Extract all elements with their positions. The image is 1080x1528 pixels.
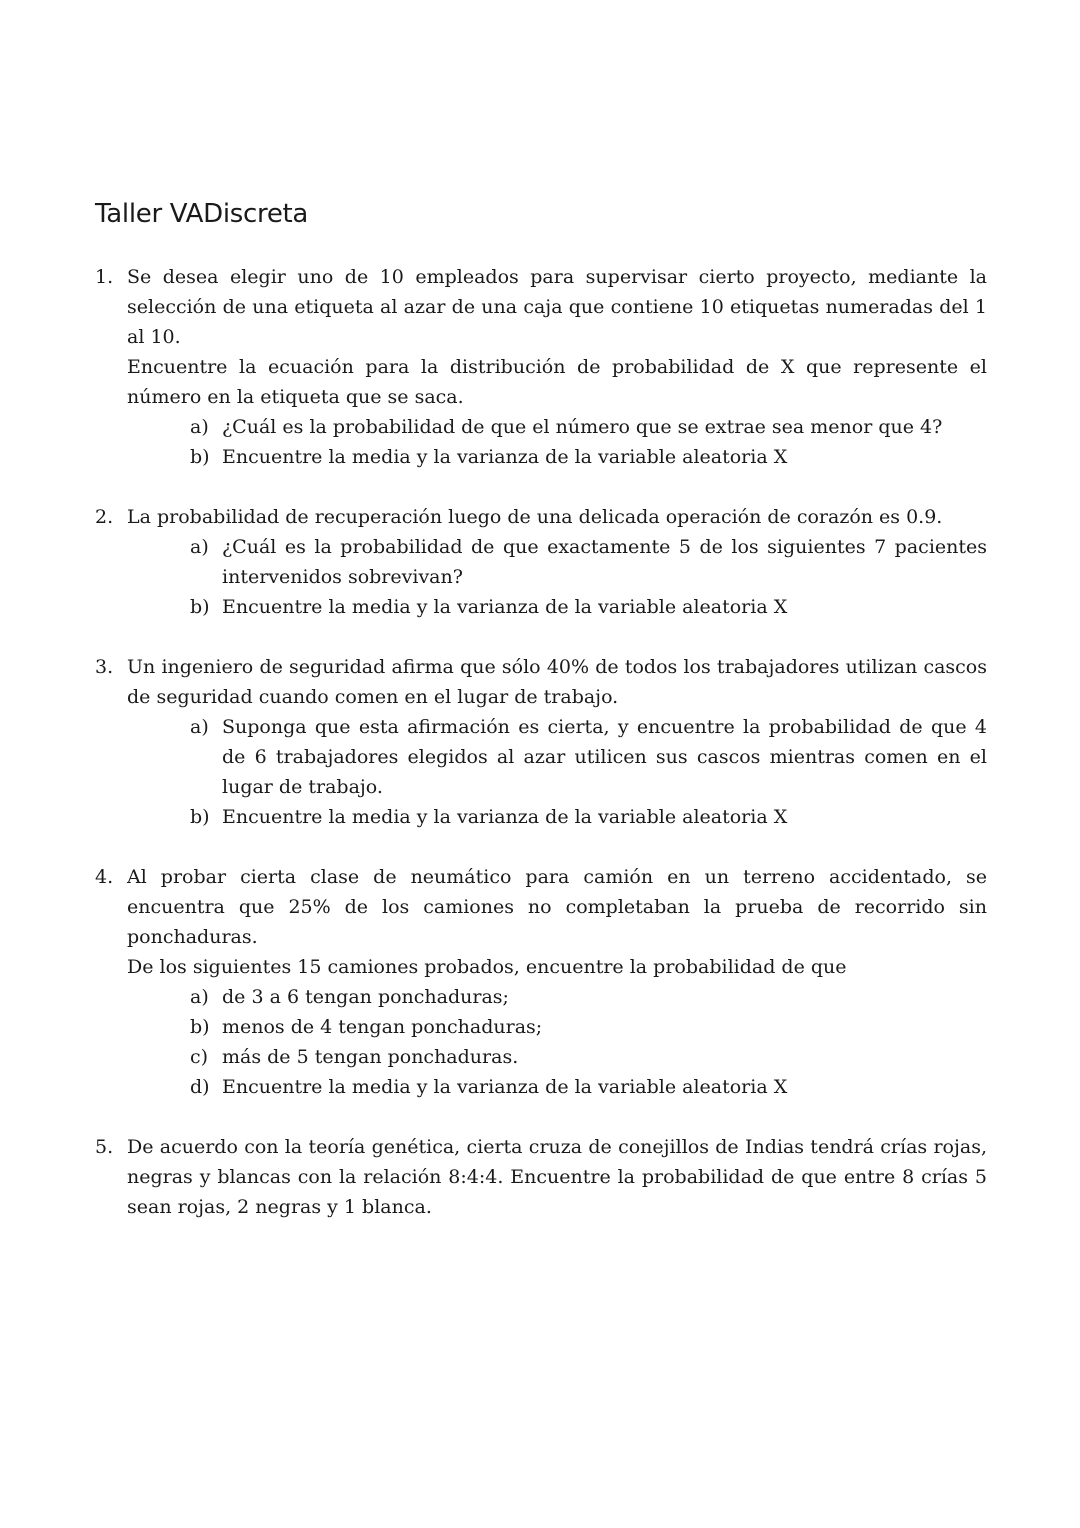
sub-question-text: ¿Cuál es la probabilidad de que el número que se extrae sea menor que 4? — [222, 416, 943, 438]
problem-item — [95, 262, 987, 472]
sub-question — [190, 412, 987, 442]
problem-number: 1. — [95, 266, 114, 288]
sub-question — [190, 802, 987, 832]
sub-question-label: c) — [190, 1046, 209, 1068]
sub-question-text: menos de 4 tengan ponchaduras; — [222, 1016, 543, 1038]
problem-item — [95, 652, 987, 832]
problem-item — [95, 1132, 987, 1222]
sub-question-label: a) — [190, 416, 209, 438]
problem-number: 5. — [95, 1136, 114, 1158]
problem-item — [95, 502, 987, 622]
sub-question — [190, 712, 987, 802]
sub-question-label: b) — [190, 1016, 210, 1038]
sub-question-text: ¿Cuál es la probabilidad de que exactamente 5 de los siguientes 7 pacientes intervenidos sobrevivan? — [222, 536, 987, 588]
problem-number: 4. — [95, 866, 114, 888]
problem-number: 3. — [95, 656, 114, 678]
sub-question — [190, 1012, 987, 1042]
problem-statement: La probabilidad de recuperación luego de una delicada operación de corazón es 0.9. — [127, 506, 943, 528]
problem-statement: De los siguientes 15 camiones probados, encuentre la probabilidad de que — [127, 956, 847, 978]
problem-statement: De acuerdo con la teoría genética, cierta cruza de conejillos de Indias tendrá crías rojas, negras y blancas con la relación 8:4:4. Encuentre la probabilidad de que entre 8 crías 5 sean rojas, 2 negras y 1 blanca. — [127, 1136, 987, 1218]
problem-parts — [190, 412, 987, 472]
sub-question-text: Encuentre la media y la varianza de la variable aleatoria X — [222, 596, 788, 618]
sub-question-text: Encuentre la media y la varianza de la variable aleatoria X — [222, 806, 788, 828]
sub-question-label: a) — [190, 536, 209, 558]
problem-statement: Al probar cierta clase de neumático para camión en un terreno accidentado, se encuentra que 25% de los camiones no completaban la prueba de recorrido sin ponchaduras. — [127, 866, 987, 948]
sub-question-label: a) — [190, 716, 209, 738]
sub-question-label: b) — [190, 446, 210, 468]
sub-question — [190, 532, 987, 592]
problem-statement: Se desea elegir uno de 10 empleados para supervisar cierto proyecto, mediante la selección de una etiqueta al azar de una caja que contiene 10 etiquetas numeradas del 1 al 10. — [127, 266, 987, 348]
problem-number: 2. — [95, 506, 114, 528]
problem-statement: Encuentre la ecuación para la distribución de probabilidad de X que represente el número en la etiqueta que se saca. — [127, 356, 987, 408]
problem-parts — [190, 712, 987, 832]
problem-item — [95, 862, 987, 1102]
sub-question — [190, 592, 987, 622]
sub-question — [190, 1072, 987, 1102]
sub-question-text: Encuentre la media y la varianza de la variable aleatoria X — [222, 1076, 788, 1098]
sub-question-label: b) — [190, 596, 210, 618]
sub-question-label: d) — [190, 1076, 210, 1098]
sub-question-label: a) — [190, 986, 209, 1008]
sub-question-text: más de 5 tengan ponchaduras. — [222, 1046, 519, 1068]
sub-question — [190, 982, 987, 1012]
sub-question-text: Suponga que esta afirmación es cierta, y encuentre la probabilidad de que 4 de 6 trabajadores elegidos al azar utilicen sus cascos mientras comen en el lugar de trabajo. — [222, 716, 987, 798]
problem-parts — [190, 982, 987, 1102]
sub-question-text: de 3 a 6 tengan ponchaduras; — [222, 986, 509, 1008]
problem-parts — [190, 532, 987, 622]
sub-question — [190, 1042, 987, 1072]
sub-question-text: Encuentre la media y la varianza de la variable aleatoria X — [222, 446, 788, 468]
problem-statement: Un ingeniero de seguridad afirma que sólo 40% de todos los trabajadores utilizan cascos de seguridad cuando comen en el lugar de trabajo. — [127, 656, 987, 708]
problem-list — [95, 262, 987, 1252]
sub-question-label: b) — [190, 806, 210, 828]
sub-question — [190, 442, 987, 472]
page-title: Taller VADiscreta — [95, 199, 309, 229]
